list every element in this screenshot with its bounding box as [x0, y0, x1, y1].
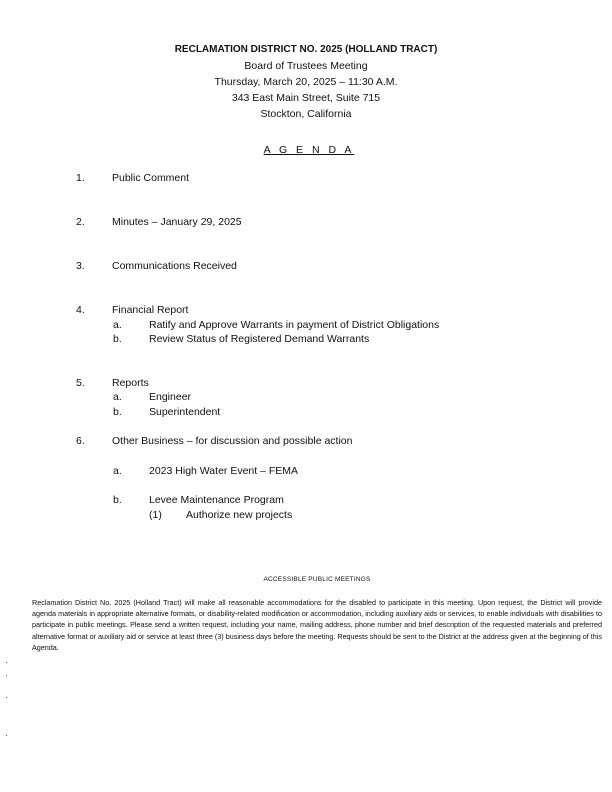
- subitem-label: Ratify and Approve Warrants in payment of District Obligations: [149, 319, 440, 331]
- item-label: Reports: [112, 377, 149, 389]
- subitem-letter: b.: [113, 406, 122, 418]
- meeting-city: Stockton, California: [260, 108, 352, 120]
- accessible-meetings-title: ACCESSIBLE PUBLIC MEETINGS: [263, 576, 371, 583]
- subitem-letter: a.: [113, 391, 122, 403]
- agenda-title: A G E N D A: [263, 144, 355, 156]
- agenda-header: [0, 42, 612, 122]
- subitem-label: Engineer: [149, 391, 192, 403]
- subitem-letter: a.: [113, 319, 122, 331]
- item-label: Public Comment: [112, 172, 190, 184]
- meeting-name: Board of Trustees Meeting: [244, 60, 368, 72]
- subsubitem-number: (1): [149, 509, 162, 521]
- subitem-letter: b.: [113, 494, 122, 506]
- meeting-address: 343 East Main Street, Suite 715: [231, 92, 381, 104]
- margin-mark: [6, 697, 7, 698]
- item-label: Communications Received: [112, 260, 237, 272]
- subitem-label: 2023 High Water Event – FEMA: [149, 465, 299, 477]
- item-label: Other Business – for discussion and possible action: [112, 435, 353, 447]
- subsubitem-label: Authorize new projects: [186, 509, 293, 521]
- item-number: 2.: [76, 216, 85, 228]
- item-number: 3.: [76, 260, 85, 272]
- subitem-letter: a.: [113, 465, 122, 477]
- subitem-label: Review Status of Registered Demand Warrants: [149, 333, 370, 345]
- item-number: 4.: [76, 304, 85, 316]
- meeting-datetime: Thursday, March 20, 2025 – 11:30 A.M.: [214, 76, 398, 88]
- district-name: RECLAMATION DISTRICT NO. 2025 (HOLLAND TRACT): [174, 44, 438, 55]
- subitem-label: Superintendent: [149, 406, 221, 418]
- item-label: Financial Report: [112, 304, 189, 316]
- item-number: 5.: [76, 377, 85, 389]
- item-number: 6.: [76, 435, 85, 447]
- margin-mark: [6, 662, 7, 663]
- subitem-letter: b.: [113, 333, 122, 345]
- item-number: 1.: [76, 172, 85, 184]
- item-label: Minutes – January 29, 2025: [112, 216, 242, 228]
- margin-mark: [6, 675, 7, 676]
- margin-mark: [6, 735, 7, 736]
- subitem-label: Levee Maintenance Program: [149, 494, 284, 506]
- accessible-meetings-text: Reclamation District No. 2025 (Holland Tract) will make all reasonable accommodations for the disabled to participate in this meeting. Upon request, the District will provide agenda materials in appropriate alternative formats, or disability-related modification or accommodation, including auxiliary aids or services, to enable individuals with disabilities to participate in public meetings. Please send a written request, including your name, mailing address, phone number and brief description of the requested materials and preferred alternative format or auxiliary aid or service at least three (3) business days before the meeting. Requests should be sent to the District at the address given at the beginning of this Agenda.: [32, 598, 602, 652]
